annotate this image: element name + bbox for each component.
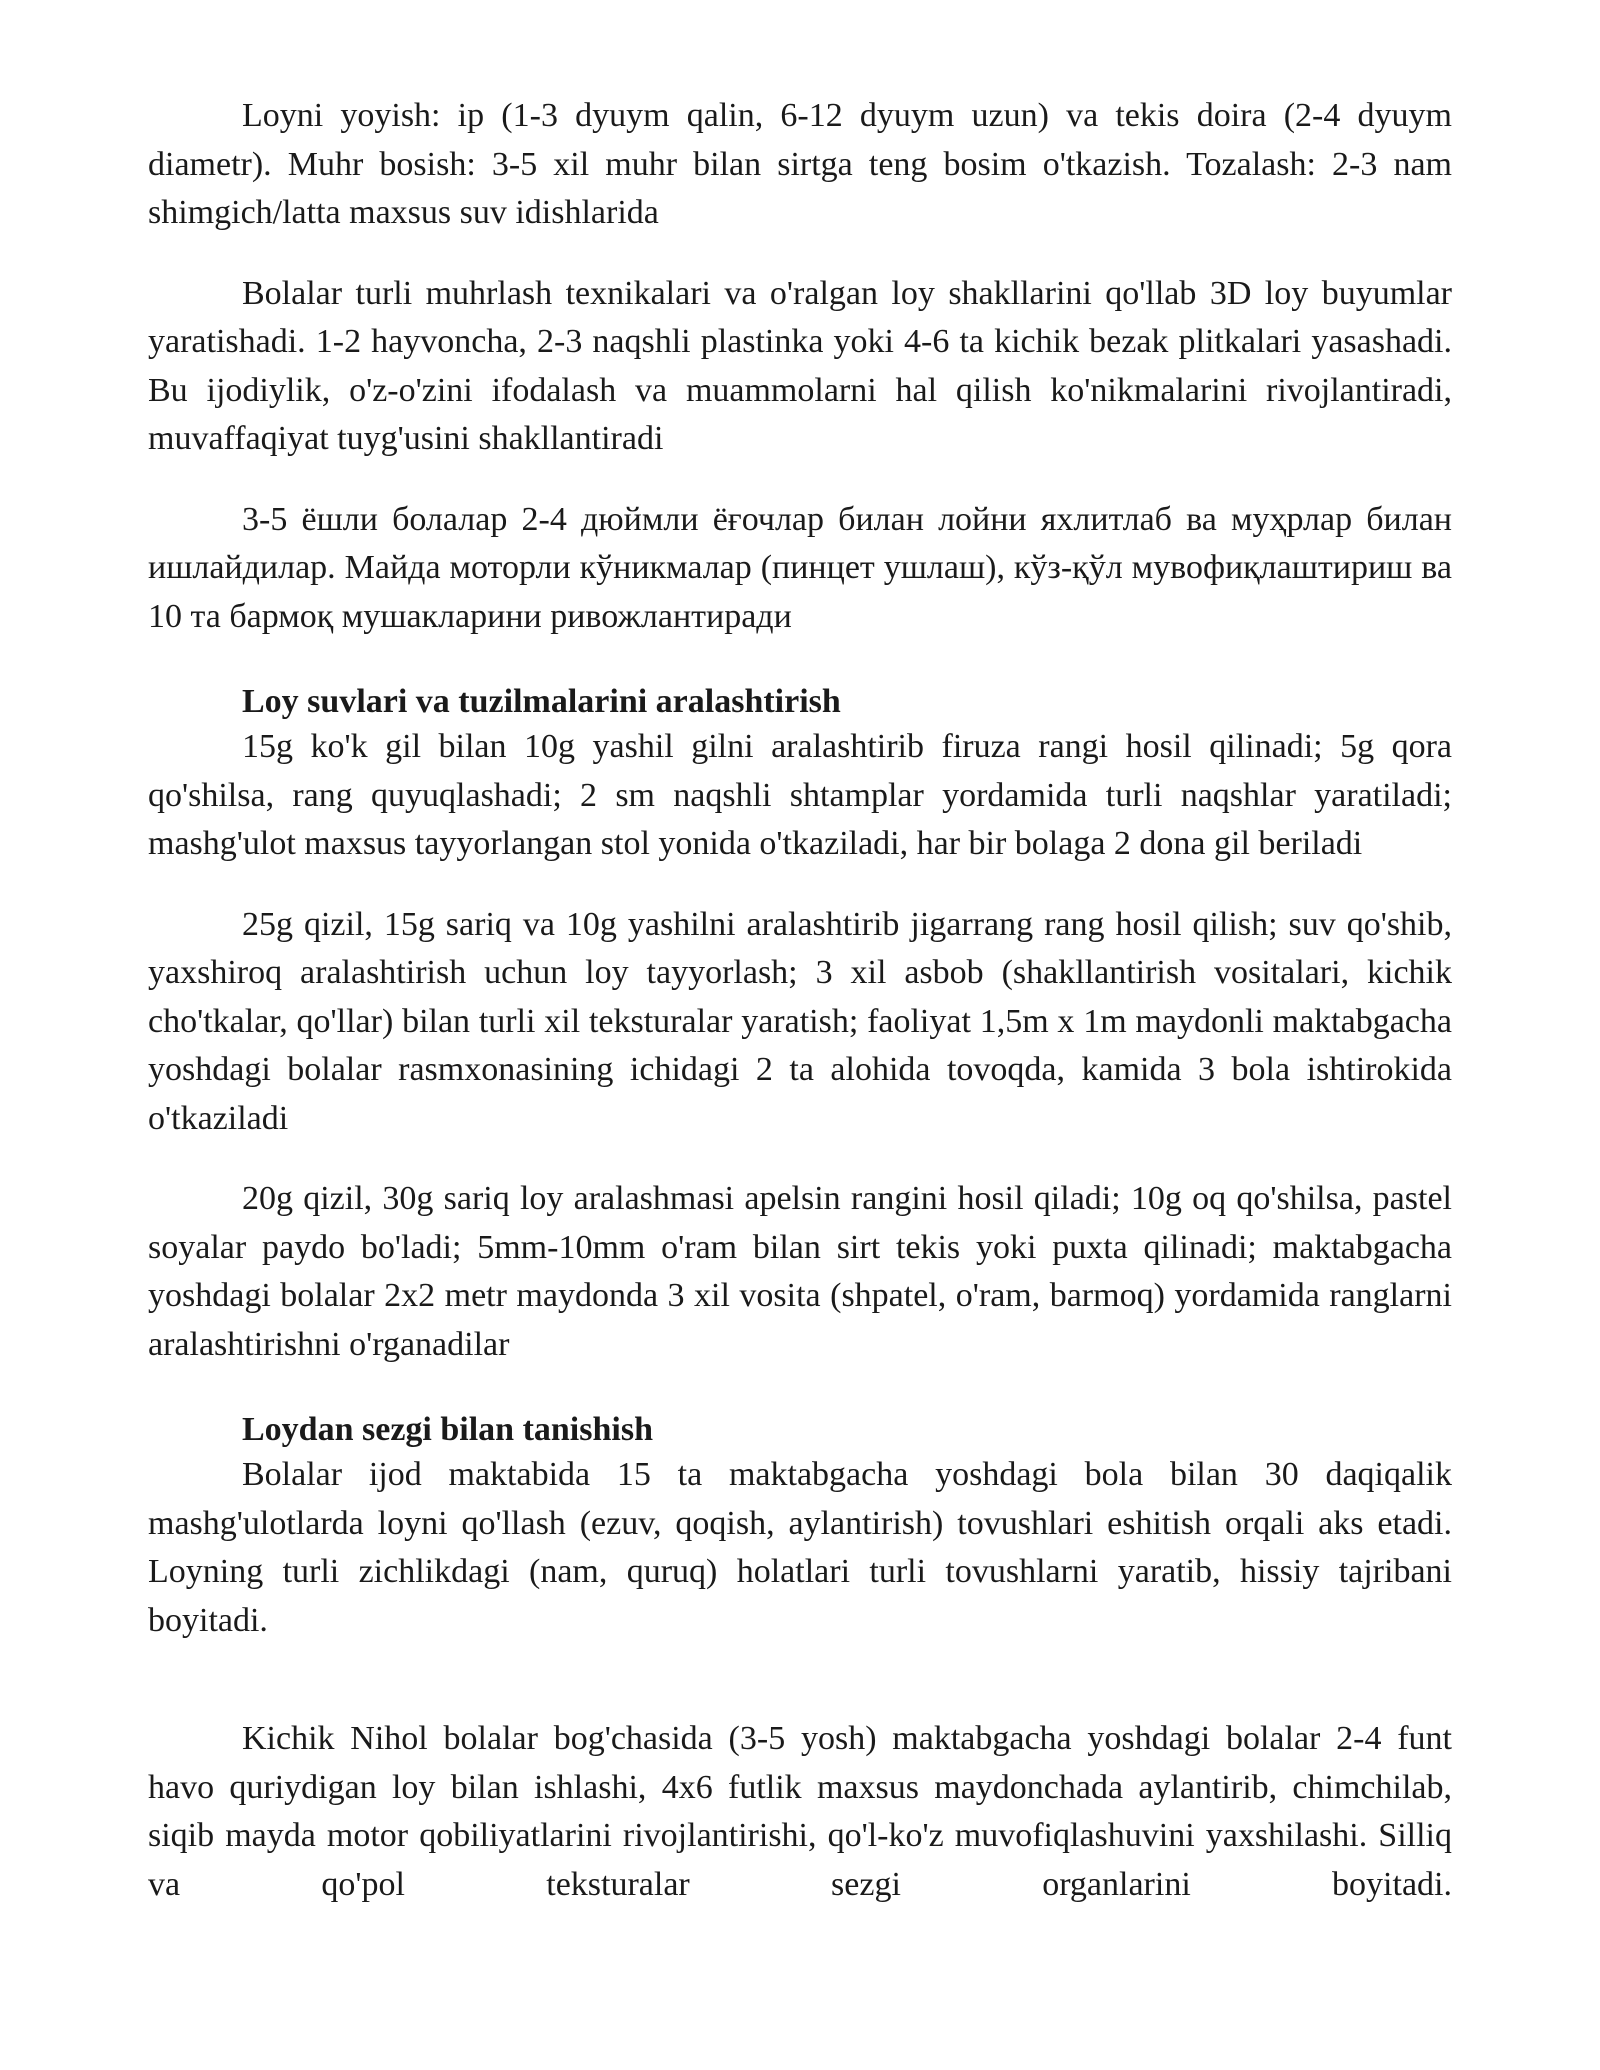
- paragraph-3d-clay-items: Bolalar turli muhrlash texnikalari va o'ralgan loy shakllarini qo'llab 3D loy buyumlar yaratishadi. 1-2 hayvoncha, 2-3 naqshli plastinka yoki 4-6 ta kichik bezak plitkalari yasashadi. Bu ijodiylik, o'z-o'zini ifodalash va muammolarni hal qilish ko'nikmalarini rivojlantiradi, muvaffaqiyat tuyg'usini shakllantiradi: [148, 274, 1452, 457]
- paragraph-clay-sounds: Bolalar ijod maktabida 15 ta maktabgacha yoshdagi bola bilan 30 daqiqalik mashg'ulotlarda loyni qo'llash (ezuv, qoqish, aylantirish) tovushlari eshitish orqali aks etadi. Loyning turli zichlikdagi (nam, quruq) holatlari turli tovushlarni yaratib, hissiy tajribani boyitadi.: [148, 1456, 1452, 1639]
- paragraph-clay-rolling: Loyni yoyish: ip (1-3 dyuym qalin, 6-12 dyuym uzun) va tekis doira (2-4 dyuym diametr). Muhr bosish: 3-5 xil muhr bilan sirtga teng bosim o'tkazish. Tozalash: 2-3 nam shimgich/latta maxsus suv idishlarida: [148, 97, 1452, 231]
- paragraph-kichik-nihol: Kichik Nihol bolalar bog'chasida (3-5 yosh) maktabgacha yoshdagi bolalar 2-4 funt havo quriydigan loy bilan ishlashi, 4x6 futlik maxsus maydonchada aylantirib, chimchilab, siqib mayda motor qobiliyatlarini rivojlantirishi, qo'l-ko'z muvofiqlashuvini yaxshilashi. Silliq va qo'pol teksturalar sezgi organlarini boyitadi.: [148, 1720, 1452, 1903]
- document-page: [148, 92, 1452, 1909]
- paragraph-turquoise-mix: 15g ko'k gil bilan 10g yashil gilni aralashtirib firuza rangi hosil qilinadi; 5g qora qo'shilsa, rang quyuqlashadi; 2 sm naqshli shtamplar yordamida turli naqshlar yaratiladi; mashg'ulot maxsus tayyorlangan stol yonida o'tkaziladi, har bir bolaga 2 dona gil beriladi: [148, 728, 1452, 862]
- heading-sensory-clay: Loydan sezgi bilan tanishish: [242, 1411, 653, 1448]
- paragraph-cyrillic-motor-skills: 3-5 ёшли болалар 2-4 дюймли ёғочлар билан лойни яхлитлаб ва муҳрлар билан ишлайдилар. Майда моторли кўникмалар (пинцет ушлаш), кўз-қўл мувофиқлаштириш ва 10 та бармоқ мушакларини ривожлантиради: [148, 500, 1452, 635]
- paragraph-brown-mix: 25g qizil, 15g sariq va 10g yashilni aralashtirib jigarrang rang hosil qilish; suv qo'shib, yaxshiroq aralashtirish uchun loy tayyorlash; 3 xil asbob (shakllantirish vositalari, kichik cho'tkalar, qo'llar) bilan turli xil teksturalar yaratish; faoliyat 1,5m x 1m maydonli maktabgacha yoshdagi bolalar rasmxonasining ichidagi 2 ta alohida tovoqda, kamida 3 bola ishtirokida o'tkaziladi: [148, 905, 1452, 1137]
- paragraph-orange-mix: 20g qizil, 30g sariq loy aralashmasi apelsin rangini hosil qiladi; 10g oq qo'shilsa, pastel soyalar paydo bo'ladi; 5mm-10mm o'ram bilan sirt tekis yoki puxta qilinadi; maktabgacha yoshdagi bolalar 2x2 metr maydonda 3 xil vosita (shpatel, o'ram, barmoq) yordamida ranglarni aralashtirishni o'rganadilar: [148, 1180, 1452, 1363]
- heading-mixing-clay: Loy suvlari va tuzilmalarini aralashtirish: [242, 683, 841, 720]
